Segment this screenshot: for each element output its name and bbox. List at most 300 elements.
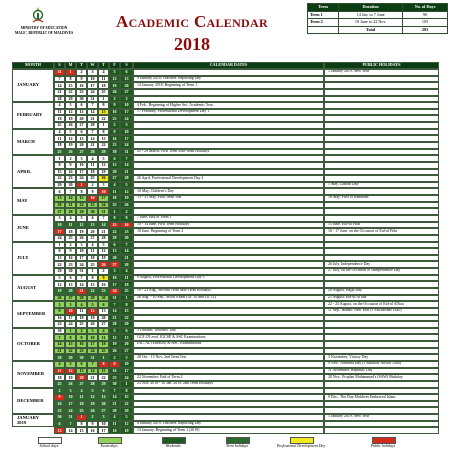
- day-cell: 5: [65, 361, 76, 368]
- day-cell: 19: [109, 341, 120, 348]
- day-cell: 7: [54, 334, 65, 341]
- day-cell: 21: [109, 401, 120, 408]
- day-cell: 6: [76, 361, 87, 368]
- day-cell: 21: [87, 142, 98, 149]
- month-label: JANUARY: [12, 69, 54, 102]
- day-cell: 7: [120, 242, 133, 249]
- day-cell: 2: [109, 354, 120, 361]
- public-holiday-entry: 1 January 2019, New Year: [324, 414, 439, 421]
- calendar-grid: [12, 62, 439, 434]
- day-cell: 30: [54, 328, 65, 335]
- day-cell: 12: [87, 308, 98, 315]
- calendar-date-entry: [133, 135, 324, 142]
- day-cell: 11: [98, 334, 109, 341]
- day-cell: 24: [76, 261, 87, 268]
- day-cell: 30: [65, 182, 76, 189]
- day-cell: 27: [76, 122, 87, 129]
- public-holiday-entry: 3 November, Victory Day: [324, 354, 439, 361]
- month-label: JUNE: [12, 215, 54, 242]
- day-cell: 7: [109, 388, 120, 395]
- day-cell: 16: [109, 135, 120, 142]
- calendar-date-entry: 26 April, Professional Development Day 2: [133, 175, 324, 182]
- day-cell: 24: [120, 115, 133, 122]
- day-cell: 18: [76, 315, 87, 322]
- calendar-header-cell: M: [65, 62, 76, 69]
- day-cell: 26: [120, 202, 133, 209]
- day-cell: 14: [87, 368, 98, 375]
- day-cell: 30: [54, 414, 65, 421]
- day-cell: 4: [54, 102, 65, 109]
- day-cell: 13: [109, 248, 120, 255]
- month-label: JANUARY 2019: [12, 414, 54, 427]
- terms-total-blank: [308, 26, 339, 34]
- day-cell: 22: [98, 374, 109, 381]
- day-cell: 26: [65, 381, 76, 388]
- day-cell: 15: [76, 195, 87, 202]
- public-holiday-entry: [324, 341, 439, 348]
- calendar-date-entry: 25 - 29 March, First Term Mid-Term Holidays: [133, 149, 324, 156]
- day-cell: 5: [120, 414, 133, 421]
- public-holiday-entry: [324, 122, 439, 129]
- day-cell: 8: [87, 275, 98, 282]
- day-cell: 17: [76, 169, 87, 176]
- public-holiday-entry: 22 - 24 August, on the Occasion of Eid-ul Al'haa: [324, 301, 439, 308]
- day-cell: 18: [65, 228, 76, 235]
- calendar-date-entry: [133, 142, 324, 149]
- day-cell: 1: [120, 295, 133, 302]
- day-cell: 15: [98, 368, 109, 375]
- day-cell: 7: [98, 215, 109, 222]
- day-cell: 20: [76, 115, 87, 122]
- day-cell: 21: [87, 374, 98, 381]
- day-cell: 16: [65, 255, 76, 262]
- day-cell: 18: [120, 281, 133, 288]
- day-cell: 27: [87, 235, 98, 242]
- day-cell: 6: [109, 242, 120, 249]
- day-cell: 4: [65, 215, 76, 222]
- day-cell: 31: [87, 96, 98, 103]
- day-cell: 2: [87, 414, 98, 421]
- day-cell: 20: [109, 255, 120, 262]
- day-cell: 8: [65, 334, 76, 341]
- day-cell: 22: [98, 115, 109, 122]
- calendar-header-cell: T: [98, 62, 109, 69]
- public-holiday-entry: [324, 142, 439, 149]
- day-cell: 10: [76, 162, 87, 169]
- term-name: Term 1: [308, 11, 339, 19]
- day-cell: 4: [54, 361, 65, 368]
- day-cell: 28: [109, 321, 120, 328]
- day-cell: 3: [76, 155, 87, 162]
- day-cell: 27: [98, 407, 109, 414]
- day-cell: 9: [76, 334, 87, 341]
- public-holiday-entry: 1 January 2019, New Year: [324, 69, 439, 76]
- public-holiday-entry: [324, 407, 439, 414]
- day-cell: 5: [98, 242, 109, 249]
- day-cell: 4: [98, 69, 109, 76]
- day-cell: 16: [54, 401, 65, 408]
- day-cell: 23: [109, 115, 120, 122]
- day-cell: 27: [65, 295, 76, 302]
- day-cell: 17: [65, 401, 76, 408]
- public-holiday-entry: [324, 162, 439, 169]
- calendar-date-entry: 14 January 2018, Beginning of Term 1: [133, 82, 324, 89]
- day-cell: 3: [65, 388, 76, 395]
- day-cell: 18: [98, 341, 109, 348]
- day-cell: 21: [54, 348, 65, 355]
- day-cell: 8: [76, 188, 87, 195]
- calendar-date-entry: [133, 248, 324, 255]
- calendar-header-cell: S: [120, 62, 133, 69]
- day-cell: 6: [76, 102, 87, 109]
- day-cell: 4: [54, 129, 65, 136]
- day-cell: 6: [65, 275, 76, 282]
- day-cell: 28: [76, 295, 87, 302]
- day-cell: 30: [65, 268, 76, 275]
- day-cell: 2: [120, 208, 133, 215]
- day-cell: 25: [98, 89, 109, 96]
- public-holiday-entry: 16 - 17 June, on the Occasion of Eid-ul Fithr: [324, 228, 439, 235]
- day-cell: 26: [76, 235, 87, 242]
- day-cell: 4: [87, 155, 98, 162]
- day-cell: 29: [109, 235, 120, 242]
- day-cell: 6: [54, 421, 65, 428]
- day-cell: 13: [120, 334, 133, 341]
- day-cell: 30: [109, 149, 120, 156]
- legend-swatch: [162, 437, 186, 444]
- day-cell: 11: [109, 188, 120, 195]
- legend: [0, 437, 452, 451]
- public-holiday-entry: [324, 102, 439, 109]
- month-label: DECEMBER: [12, 388, 54, 415]
- day-cell: 21: [76, 288, 87, 295]
- day-cell: 30: [76, 96, 87, 103]
- terms-total-label: Total: [339, 26, 403, 34]
- day-cell: 2: [109, 122, 120, 129]
- day-cell: 17: [76, 255, 87, 262]
- day-cell: 29: [54, 268, 65, 275]
- day-cell: 8: [65, 76, 76, 83]
- day-cell: 12: [76, 222, 87, 229]
- day-cell: 29: [54, 182, 65, 189]
- day-cell: 23: [76, 348, 87, 355]
- calendar-year: 2018: [174, 34, 210, 54]
- calendar-date-entry: 10 May, Children's Day: [133, 188, 324, 195]
- day-cell: 16: [87, 427, 98, 434]
- day-cell: 15: [54, 255, 65, 262]
- public-holiday-entry: [324, 188, 439, 195]
- day-cell: 25: [109, 202, 120, 209]
- day-cell: 26: [98, 175, 109, 182]
- day-cell: 1: [76, 414, 87, 421]
- day-cell: 10: [109, 275, 120, 282]
- ministry-line-1: MINISTRY OF EDUCATION: [20, 26, 68, 30]
- day-cell: 10: [65, 308, 76, 315]
- day-cell: 5: [54, 275, 65, 282]
- calendar-date-entry: [133, 235, 324, 242]
- day-cell: 25: [120, 288, 133, 295]
- day-cell: 25: [98, 348, 109, 355]
- public-holiday-entry: [324, 82, 439, 89]
- day-cell: 21: [109, 315, 120, 322]
- public-holiday-entry: [324, 421, 439, 428]
- day-cell: 2: [54, 301, 65, 308]
- day-cell: 24: [65, 407, 76, 414]
- day-cell: 10: [76, 248, 87, 255]
- day-cell: 10: [65, 394, 76, 401]
- day-cell: 28: [120, 261, 133, 268]
- calendar-date-entry: [133, 155, 324, 162]
- public-holiday-entry: [324, 328, 439, 335]
- day-cell: 1: [120, 381, 133, 388]
- day-cell: 10: [120, 129, 133, 136]
- day-cell: 18: [54, 142, 65, 149]
- day-cell: 6: [120, 328, 133, 335]
- day-cell: 3: [54, 215, 65, 222]
- day-cell: 23: [109, 142, 120, 149]
- day-cell: 22: [120, 315, 133, 322]
- term-name: Term 2: [308, 19, 339, 27]
- day-cell: 30: [109, 381, 120, 388]
- day-cell: 18: [109, 195, 120, 202]
- public-holiday-entry: [324, 115, 439, 122]
- day-cell: 17: [120, 135, 133, 142]
- calendar-header-cell: MONTH: [12, 62, 54, 69]
- day-cell: 19: [120, 427, 133, 434]
- day-cell: 26: [54, 295, 65, 302]
- day-cell: 2: [87, 182, 98, 189]
- day-cell: 2: [76, 69, 87, 76]
- calendar-date-entry: [133, 401, 324, 408]
- day-cell: 28: [65, 208, 76, 215]
- day-cell: 28: [98, 235, 109, 242]
- day-cell: 15: [65, 341, 76, 348]
- day-cell: 17: [98, 427, 109, 434]
- day-cell: 3: [87, 328, 98, 335]
- public-holiday-entry: [324, 129, 439, 136]
- day-cell: 13: [120, 76, 133, 83]
- calendar-date-entry: GCE O'Level, IGCSE & SSC Examinations: [133, 334, 324, 341]
- day-cell: 15: [120, 394, 133, 401]
- day-cell: 1: [76, 182, 87, 189]
- day-cell: 19: [76, 228, 87, 235]
- public-holiday-entry: [324, 381, 439, 388]
- page-title: [104, 12, 280, 56]
- day-cell: 4: [76, 301, 87, 308]
- public-holiday-entry: 20 Nov., Prophet Muhammad's (SAW) Birthday: [324, 374, 439, 381]
- day-cell: 5: [65, 129, 76, 136]
- day-cell: 27: [120, 89, 133, 96]
- term-days: 105: [403, 19, 448, 27]
- day-cell: 29: [120, 407, 133, 414]
- day-cell: 19: [120, 195, 133, 202]
- day-cell: 15: [98, 109, 109, 116]
- day-cell: 12: [109, 334, 120, 341]
- day-cell: 25: [54, 381, 65, 388]
- day-cell: 19: [98, 169, 109, 176]
- day-cell: 18: [87, 255, 98, 262]
- day-cell: 10: [120, 102, 133, 109]
- day-cell: 9: [54, 308, 65, 315]
- day-cell: 4: [87, 242, 98, 249]
- day-cell: 19: [109, 82, 120, 89]
- day-cell: 24: [98, 202, 109, 209]
- day-cell: 12: [65, 109, 76, 116]
- day-cell: 20: [87, 228, 98, 235]
- day-cell: 14: [76, 281, 87, 288]
- day-cell: 6: [98, 388, 109, 395]
- legend-label: Weekends: [165, 444, 181, 448]
- day-cell: 12: [87, 394, 98, 401]
- public-holiday-entry: [324, 334, 439, 341]
- day-cell: 3: [65, 301, 76, 308]
- day-cell: 9: [109, 361, 120, 368]
- day-cell: 15: [109, 222, 120, 229]
- day-cell: 25: [54, 122, 65, 129]
- legend-label: Term holidays: [225, 444, 248, 448]
- day-cell: 23: [54, 407, 65, 414]
- day-cell: 9: [76, 76, 87, 83]
- public-holiday-entry: [324, 135, 439, 142]
- legend-label: School days: [39, 444, 59, 448]
- calendar-date-entry: [133, 315, 324, 322]
- public-holiday-entry: [324, 427, 439, 434]
- day-cell: 3: [120, 122, 133, 129]
- calendar-date-entry: [133, 89, 324, 96]
- calendar-date-entry: 13 - 31 May, First Term Test: [133, 195, 324, 202]
- day-cell: 2: [54, 388, 65, 395]
- day-cell: 31: [109, 295, 120, 302]
- day-cell: 29: [76, 208, 87, 215]
- day-cell: 8: [98, 361, 109, 368]
- public-holiday-entry: [324, 255, 439, 262]
- day-cell: 30: [76, 354, 87, 361]
- calendar-date-entry: [133, 394, 324, 401]
- day-cell: 12: [65, 135, 76, 142]
- day-cell: 27: [109, 175, 120, 182]
- day-cell: 21: [65, 202, 76, 209]
- day-cell: 3: [98, 414, 109, 421]
- day-cell: 11: [54, 109, 65, 116]
- public-holiday-entry: [324, 248, 439, 255]
- calendar-date-entry: [133, 69, 324, 76]
- legend-label: Professional Development Day: [276, 444, 326, 448]
- day-cell: 1: [65, 69, 76, 76]
- day-cell: 14: [109, 394, 120, 401]
- ministry-name: [4, 26, 84, 35]
- calendar-date-entry: [133, 202, 324, 209]
- public-holiday-entry: [324, 169, 439, 176]
- public-holiday-entry: [324, 388, 439, 395]
- day-cell: 24: [109, 288, 120, 295]
- day-cell: 20: [98, 315, 109, 322]
- public-holiday-entry: [324, 149, 439, 156]
- terms-header-days: No. of Days: [403, 4, 448, 12]
- day-cell: 28: [87, 381, 98, 388]
- day-cell: 19: [98, 255, 109, 262]
- day-cell: 16: [109, 368, 120, 375]
- month-label: MARCH: [12, 129, 54, 156]
- day-cell: 8: [109, 215, 120, 222]
- day-cell: 5: [65, 102, 76, 109]
- calendar-date-entry: [133, 368, 324, 375]
- day-cell: 3: [120, 96, 133, 103]
- calendar-date-entry: [133, 129, 324, 136]
- day-cell: 22: [65, 89, 76, 96]
- day-cell: 14: [65, 195, 76, 202]
- legend-label: Public holidays: [370, 444, 396, 448]
- calendar-date-entry: [133, 321, 324, 328]
- day-cell: 1: [65, 328, 76, 335]
- calendar-date-entry: 25 Nov. 2018 - 10 Jan. 2019, 2nd Term Holidays: [133, 381, 324, 388]
- calendar-date-entry: [133, 388, 324, 395]
- public-holiday-entry: [324, 401, 439, 408]
- day-cell: 5: [87, 301, 98, 308]
- day-cell: 16: [76, 341, 87, 348]
- day-cell: 27: [76, 149, 87, 156]
- day-cell: 28: [54, 354, 65, 361]
- day-cell: 2: [76, 328, 87, 335]
- day-cell: 10: [98, 188, 109, 195]
- day-cell: 18: [109, 427, 120, 434]
- day-cell: 16: [98, 281, 109, 288]
- day-cell: 12: [109, 76, 120, 83]
- month-label: OCTOBER: [12, 328, 54, 361]
- day-cell: 19: [65, 374, 76, 381]
- day-cell: 11: [54, 368, 65, 375]
- day-cell: 20: [98, 401, 109, 408]
- day-cell: 20: [54, 202, 65, 209]
- calendar-date-entry: [133, 348, 324, 355]
- calendar-date-entry: 22 November, End of Term 2: [133, 374, 324, 381]
- day-cell: 25: [65, 235, 76, 242]
- day-cell: 9: [120, 215, 133, 222]
- day-cell: 27: [76, 381, 87, 388]
- day-cell: 18: [98, 82, 109, 89]
- day-cell: 18: [76, 401, 87, 408]
- calendar-date-entry: [133, 115, 324, 122]
- day-cell: 2: [98, 268, 109, 275]
- day-cell: 8: [54, 162, 65, 169]
- day-cell: 12: [98, 162, 109, 169]
- day-cell: 16: [76, 82, 87, 89]
- public-holiday-entry: [324, 242, 439, 249]
- day-cell: 31: [54, 69, 65, 76]
- day-cell: 22: [65, 348, 76, 355]
- month-label: FEBRUARY: [12, 102, 54, 129]
- day-cell: 15: [54, 169, 65, 176]
- day-cell: 7: [87, 129, 98, 136]
- day-cell: 17: [65, 315, 76, 322]
- day-cell: 30: [98, 295, 109, 302]
- day-cell: 9: [98, 275, 109, 282]
- day-cell: 9: [87, 421, 98, 428]
- month-label: APRIL: [12, 155, 54, 188]
- month-label: NOVEMBER: [12, 361, 54, 388]
- month-label: JULY: [12, 242, 54, 275]
- day-cell: 13: [87, 222, 98, 229]
- calendar-date-entry: 8 January 2019, Teachers' Reporting Day: [133, 421, 324, 428]
- legend-label: Exam days: [100, 444, 118, 448]
- day-cell: 23: [65, 261, 76, 268]
- day-cell: 27: [54, 208, 65, 215]
- day-cell: 11: [87, 248, 98, 255]
- day-cell: 7: [87, 361, 98, 368]
- day-cell: 14: [120, 162, 133, 169]
- public-holiday-entry: [324, 76, 439, 83]
- day-cell: 31: [120, 149, 133, 156]
- day-cell: 17: [87, 82, 98, 89]
